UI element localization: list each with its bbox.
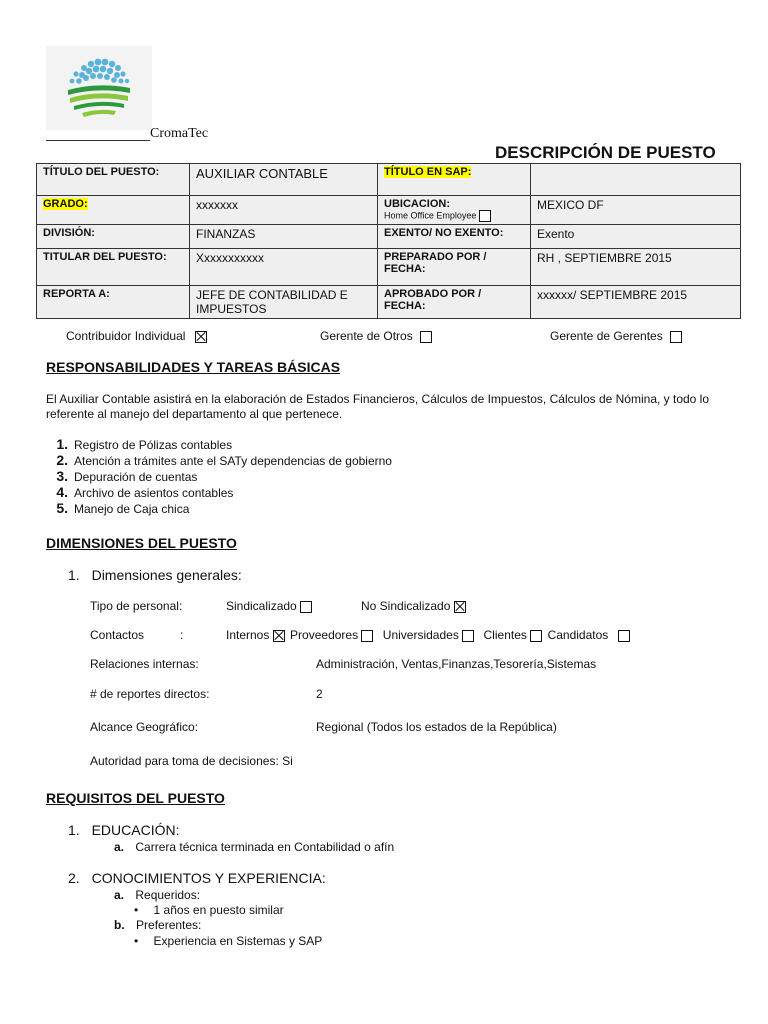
table-value (531, 164, 741, 196)
option-sindicalizado: Sindicalizado (226, 599, 312, 613)
clientes-checkbox[interactable] (530, 630, 542, 642)
table-label: PREPARADO POR / FECHA: (378, 249, 531, 286)
company-name: CromaTec (150, 126, 209, 141)
option-no-sindicalizado: No Sindicalizado (361, 599, 466, 613)
requeridos-label: a. Requeridos: (114, 888, 201, 902)
list-item: 2. Atención a trámites ante el SATy dependencias de gobierno (56, 452, 392, 468)
table-value: AUXILIAR CONTABLE (190, 164, 378, 196)
relaciones-label: Relaciones internas: (90, 657, 199, 671)
contribuidor-checkbox[interactable] (195, 331, 207, 343)
table-value: JEFE DE CONTABILIDAD E IMPUESTOS (190, 286, 378, 319)
gerente-gerentes-checkbox[interactable] (670, 331, 682, 343)
dimensiones-heading: DIMENSIONES DEL PUESTO (46, 535, 237, 551)
no-sindicalizado-checkbox[interactable] (454, 601, 466, 613)
table-value: Xxxxxxxxxxx (190, 249, 378, 286)
highlighted-label: GRADO: (43, 198, 88, 210)
requeridos-item: • 1 años en puesto similar (134, 903, 284, 917)
internos-checkbox[interactable] (273, 630, 285, 642)
table-label: DIVISIÓN: (37, 225, 190, 249)
preferentes-item: • Experiencia en Sistemas y SAP (134, 934, 323, 948)
alcance-label: Alcance Geográfico: (90, 720, 199, 734)
responsabilidades-list (44, 436, 392, 516)
gerente-otros-label: Gerente de Otros (320, 329, 413, 343)
table-row (37, 196, 741, 225)
proveedores-checkbox[interactable] (361, 630, 373, 642)
conocimientos-heading: 2. CONOCIMIENTOS Y EXPERIENCIA: (68, 870, 326, 886)
table-label: REPORTA A: (37, 286, 190, 319)
option-gerente-otros (320, 329, 432, 343)
contactos-label: Contactos (90, 628, 145, 642)
job-info-table (36, 163, 741, 319)
table-value: FINANZAS (190, 225, 378, 249)
gerente-otros-checkbox[interactable] (420, 331, 432, 343)
logo-underline (46, 140, 150, 141)
contribuidor-label: Contribuidor Individual (66, 329, 186, 343)
home-office-checkbox[interactable] (479, 210, 491, 222)
alcance-value: Regional (Todos los estados de la República) (316, 720, 557, 734)
company-logo (46, 46, 152, 130)
option-contribuidor (66, 329, 207, 343)
contactos-colon: : (180, 628, 184, 642)
document-title: DESCRIPCIÓN DE PUESTO (495, 143, 716, 162)
logo-graphic (46, 46, 152, 130)
candidatos-checkbox[interactable] (618, 630, 630, 642)
sindicalizado-checkbox[interactable] (300, 601, 312, 613)
autoridad-text: Autoridad para toma de decisiones: Si (90, 754, 293, 768)
table-label (378, 196, 531, 225)
list-item: 5. Manejo de Caja chica (56, 500, 190, 516)
table-value: xxxxxx/ SEPTIEMBRE 2015 (531, 286, 741, 319)
educacion-item: a. Carrera técnica terminada en Contabilidad o afín (114, 840, 395, 854)
educacion-heading: 1. EDUCACIÓN: (68, 822, 180, 838)
dimensiones-subheading: 1. Dimensiones generales: (68, 567, 242, 583)
table-row (37, 249, 741, 286)
option-gerente-gerentes (550, 329, 682, 343)
table-value: RH , SEPTIEMBRE 2015 (531, 249, 741, 286)
table-label: EXENTO/ NO EXENTO: (378, 225, 531, 249)
reportes-label: # de reportes directos: (90, 687, 210, 701)
responsabilidades-text: El Auxiliar Contable asistirá en la elaboración de Estados Financieros, Cálculos de Impuestos, Cálculos de Nómina, y todo lo referente al manejo del departamento al que pertenece. (46, 392, 710, 421)
list-item: 3. Depuración de cuentas (56, 468, 198, 484)
gerente-gerentes-label: Gerente de Gerentes (550, 329, 663, 343)
ubicacion-label: UBICACION: (384, 198, 450, 210)
relaciones-value: Administración, Ventas,Finanzas,Tesorería,Sistemas (316, 657, 597, 671)
preferentes-label: b. Preferentes: (114, 918, 202, 932)
home-office-label: Home Office Employee (384, 210, 477, 221)
table-value: xxxxxxx (190, 196, 378, 225)
list-item: 4. Archivo de asientos contables (56, 484, 234, 500)
table-label: TITULAR DEL PUESTO: (37, 249, 190, 286)
table-label (37, 196, 190, 225)
table-label: TÍTULO DEL PUESTO: (37, 164, 190, 196)
responsabilidades-heading: RESPONSABILIDADES Y TAREAS BÁSICAS (46, 359, 341, 375)
table-value: Exento (531, 225, 741, 249)
list-item: 1. Registro de Pólizas contables (56, 436, 233, 452)
contactos-options: Internos Proveedores Universidades Clientes Candidatos (226, 628, 630, 642)
table-row (37, 286, 741, 319)
highlighted-label: TÍTULO EN SAP: (384, 166, 472, 178)
table-label (378, 164, 531, 196)
table-label: APROBADO POR / FECHA: (378, 286, 531, 319)
table-value: MEXICO DF (531, 196, 741, 225)
reportes-value: 2 (316, 687, 323, 701)
requisitos-heading: REQUISITOS DEL PUESTO (46, 790, 225, 806)
universidades-checkbox[interactable] (462, 630, 474, 642)
table-row (37, 225, 741, 249)
tipo-personal-label: Tipo de personal: (90, 599, 183, 613)
table-row (37, 164, 741, 196)
